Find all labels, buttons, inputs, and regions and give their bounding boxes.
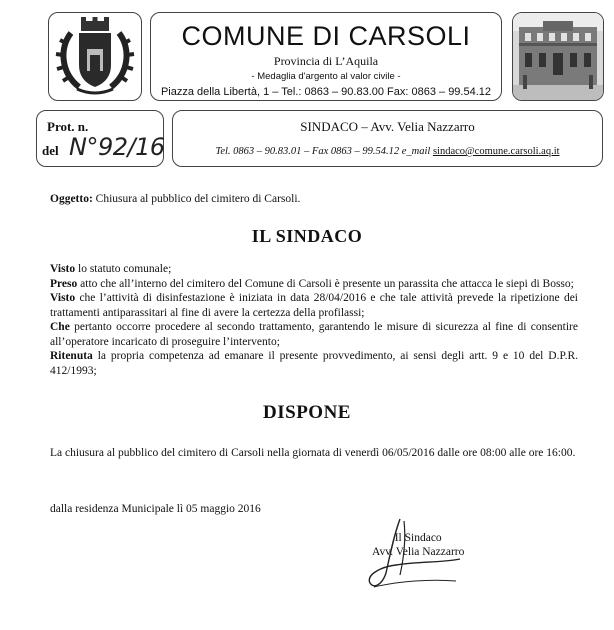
protocol-label: Prot. n. — [47, 119, 89, 134]
preamble-label: Visto — [50, 263, 76, 275]
preamble-label: Ritenuta — [50, 350, 93, 362]
preamble-label: Preso — [50, 277, 78, 290]
preamble-item — [50, 291, 578, 320]
mayor-line: SINDACO – Avv. Velia Nazzarro — [300, 119, 475, 134]
subject-text: Chiusura al pubblico del cimitero di Carsoli. — [92, 193, 301, 205]
preamble-item — [50, 277, 578, 292]
indirizzo-line: Piazza della Libertà, 1 – Tel.: 0863 – 90.83.00 Fax: 0863 – 99.54.12 — [160, 86, 492, 98]
preamble-item — [50, 349, 578, 378]
comune-title: COMUNE DI CARSOLI — [181, 21, 471, 51]
heading-dispone: DISPONE — [263, 402, 351, 423]
preamble-label: Che — [50, 321, 70, 333]
town-hall-photo-frame — [512, 12, 604, 101]
signature-role: Il Sindaco — [394, 532, 442, 544]
mayor-contacts — [173, 146, 602, 157]
preamble — [50, 262, 578, 378]
preamble-item — [50, 262, 578, 277]
preamble-text: che l’attività di disinfestazione è iniziata in data 28/04/2016 e che tale attività prevede la ripetizione dei trattamenti antiparassitari al fine di avere la certezza della profilassi; — [50, 292, 578, 319]
provincia-line: Provincia di L’Aquila — [273, 54, 379, 68]
mayor-phone-fax: Tel. 0863 – 90.83.01 – Fax 0863 – 99.54.12 e_mail — [215, 146, 433, 157]
protocol-number-handwritten: N°92/16 — [69, 133, 165, 161]
subject-line — [50, 192, 578, 207]
header-title-frame — [150, 12, 502, 101]
operative-text: La chiusura al pubblico del cimitero di Carsoli nella giornata di venerdì 06/05/2016 dalle ore 08:00 alle ore 16:00. — [50, 447, 576, 459]
crest-frame — [48, 12, 142, 101]
preamble-label: Visto — [50, 292, 76, 304]
heading-il-sindaco: IL SINDACO — [251, 226, 363, 246]
subject-label: Oggetto: — [50, 193, 93, 205]
medaglia-line: - Medaglia d'argento al valor civile - — [251, 71, 401, 82]
preamble-text: pertanto occorre procedere al secondo trattamento, garantendo le misure di sicurezza al fine di consentire all’operatore incaricato di proseguire l’intervento; — [50, 321, 578, 348]
preamble-text: la propria competenza ad emanare il presente provvedimento, ai sensi degli artt. 9 e 10 del D.P.R. 412/1993; — [50, 350, 578, 377]
signature-name: Avv. Velia Nazzarro — [372, 546, 465, 558]
place-date-line: dalla residenza Municipale lì 05 maggio 2016 — [50, 503, 261, 515]
date-label: del — [42, 143, 59, 158]
town-hall-photo — [513, 13, 603, 100]
protocol-box — [36, 110, 164, 167]
preamble-text: lo statuto comunale; — [75, 263, 172, 275]
mayor-email-link[interactable]: sindaco@comune.carsoli.aq.it — [432, 146, 560, 157]
coat-of-arms-icon — [49, 13, 141, 100]
preamble-text: atto che all’interno del cimitero del Comune di Carsoli è presente un parassita che attacca le siepi di Bosso; — [77, 277, 574, 290]
mayor-info-box — [172, 110, 603, 167]
preamble-item — [50, 320, 578, 349]
signature-block — [372, 531, 464, 559]
